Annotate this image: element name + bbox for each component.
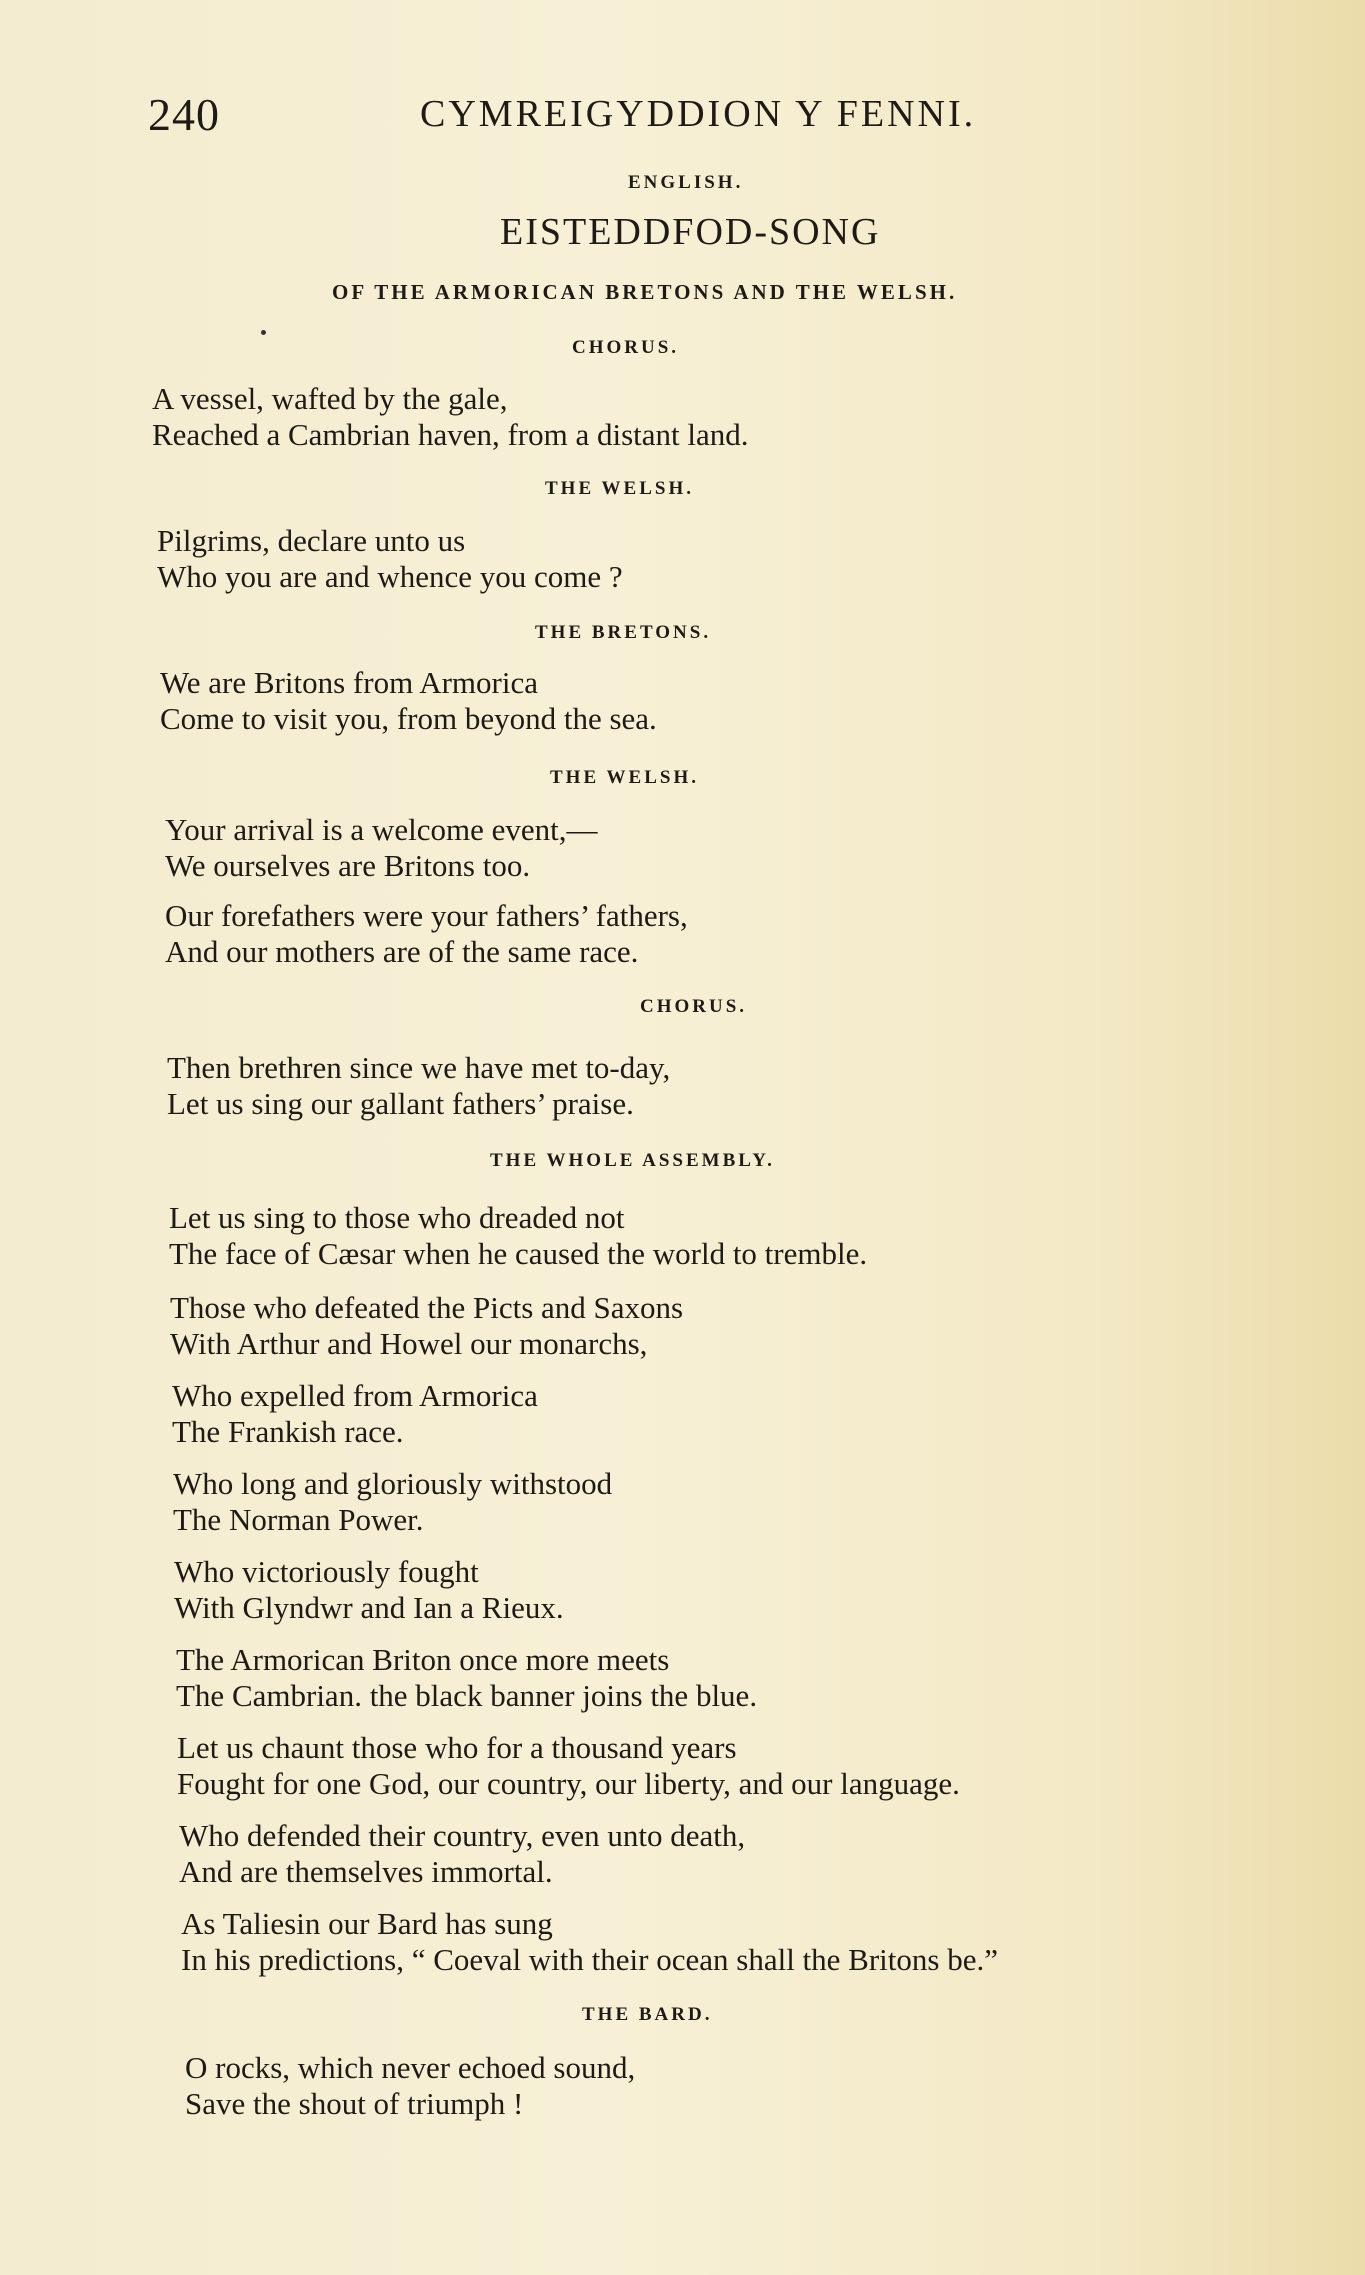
speaker-heading: THE WHOLE ASSEMBLY. <box>490 1150 775 1171</box>
verse-line: With Arthur and Howel our monarchs, <box>170 1326 648 1361</box>
stanza <box>169 1200 867 1272</box>
verse-line: As Taliesin our Bard has sung <box>181 1906 553 1941</box>
verse-line: Come to visit you, from beyond the sea. <box>160 701 657 736</box>
stanza <box>179 1818 745 1890</box>
verse-line: Pilgrims, declare unto us <box>157 523 466 558</box>
stanza <box>157 523 623 595</box>
verse-line: The Frankish race. <box>172 1414 404 1449</box>
verse-line: Who long and gloriously withstood <box>173 1466 613 1501</box>
verse-line: Then brethren since we have met to-day, <box>167 1050 671 1085</box>
verse-line: Who you are and whence you come ? <box>157 559 623 594</box>
verse-line: Let us sing our gallant fathers’ praise. <box>167 1086 634 1121</box>
speaker-heading: THE WELSH. <box>550 767 699 788</box>
stray-ink-mark <box>261 330 266 335</box>
stanza <box>165 812 597 884</box>
verse-line: The Armorican Briton once more meets <box>176 1642 670 1677</box>
stanza <box>160 665 657 737</box>
verse-line: We are Britons from Armorica <box>160 665 538 700</box>
stanza <box>152 381 749 453</box>
stanza <box>167 1050 670 1122</box>
page-header <box>148 88 1048 148</box>
speaker-heading: THE BRETONS. <box>535 622 712 643</box>
verse-line: The face of Cæsar when he caused the world to tremble. <box>169 1236 868 1271</box>
verse-line: The Norman Power. <box>173 1502 424 1537</box>
verse-line: A vessel, wafted by the gale, <box>152 381 508 416</box>
verse-line: Reached a Cambrian haven, from a distant land. <box>152 417 749 452</box>
verse-line: Save the shout of triumph ! <box>185 2086 524 2121</box>
page-number: 240 <box>148 89 220 140</box>
verse-line: Who expelled from Armorica <box>172 1378 538 1413</box>
stanza <box>181 1906 998 1978</box>
verse-line: Let us chaunt those who for a thousand years <box>177 1730 737 1765</box>
language-label: ENGLISH. <box>628 172 744 193</box>
verse-line: Fought for one God, our country, our liberty, and our language. <box>177 1766 960 1801</box>
stanza <box>177 1730 960 1802</box>
verse-line: Your arrival is a welcome event,— <box>165 812 598 847</box>
verse-line: And our mothers are of the same race. <box>165 934 639 969</box>
verse-line: O rocks, which never echoed sound, <box>185 2050 636 2085</box>
verse-line: Who defended their country, even unto death, <box>179 1818 746 1853</box>
verse-line: Who victoriously fought <box>174 1554 479 1589</box>
verse-line: In his predictions, “ Coeval with their ocean shall the Britons be.” <box>181 1942 998 1977</box>
stanza <box>172 1378 538 1450</box>
verse-line: The Cambrian. the black banner joins the blue. <box>176 1678 758 1713</box>
verse-line: Our forefathers were your fathers’ fathers, <box>165 898 688 933</box>
stanza <box>173 1466 612 1538</box>
stanza <box>165 898 688 970</box>
verse-line: With Glyndwr and Ian a Rieux. <box>174 1590 564 1625</box>
stanza <box>174 1554 564 1626</box>
song-title: EISTEDDFOD-SONG <box>500 211 881 253</box>
verse-line: Those who defeated the Picts and Saxons <box>170 1290 684 1325</box>
verse-line: Let us sing to those who dreaded not <box>169 1200 625 1235</box>
speaker-heading: CHORUS. <box>640 996 748 1017</box>
verse-line: We ourselves are Britons too. <box>165 848 531 883</box>
speaker-heading: THE BARD. <box>582 2004 713 2025</box>
stanza <box>176 1642 757 1714</box>
running-head: CYMREIGYDDION Y FENNI. <box>420 93 977 135</box>
speaker-heading: CHORUS. <box>572 337 680 358</box>
stanza <box>185 2050 635 2122</box>
song-subtitle: OF THE ARMORICAN BRETONS AND THE WELSH. <box>332 280 958 304</box>
stanza <box>170 1290 683 1362</box>
verse-line: And are themselves immortal. <box>179 1854 553 1889</box>
speaker-heading: THE WELSH. <box>545 478 694 499</box>
